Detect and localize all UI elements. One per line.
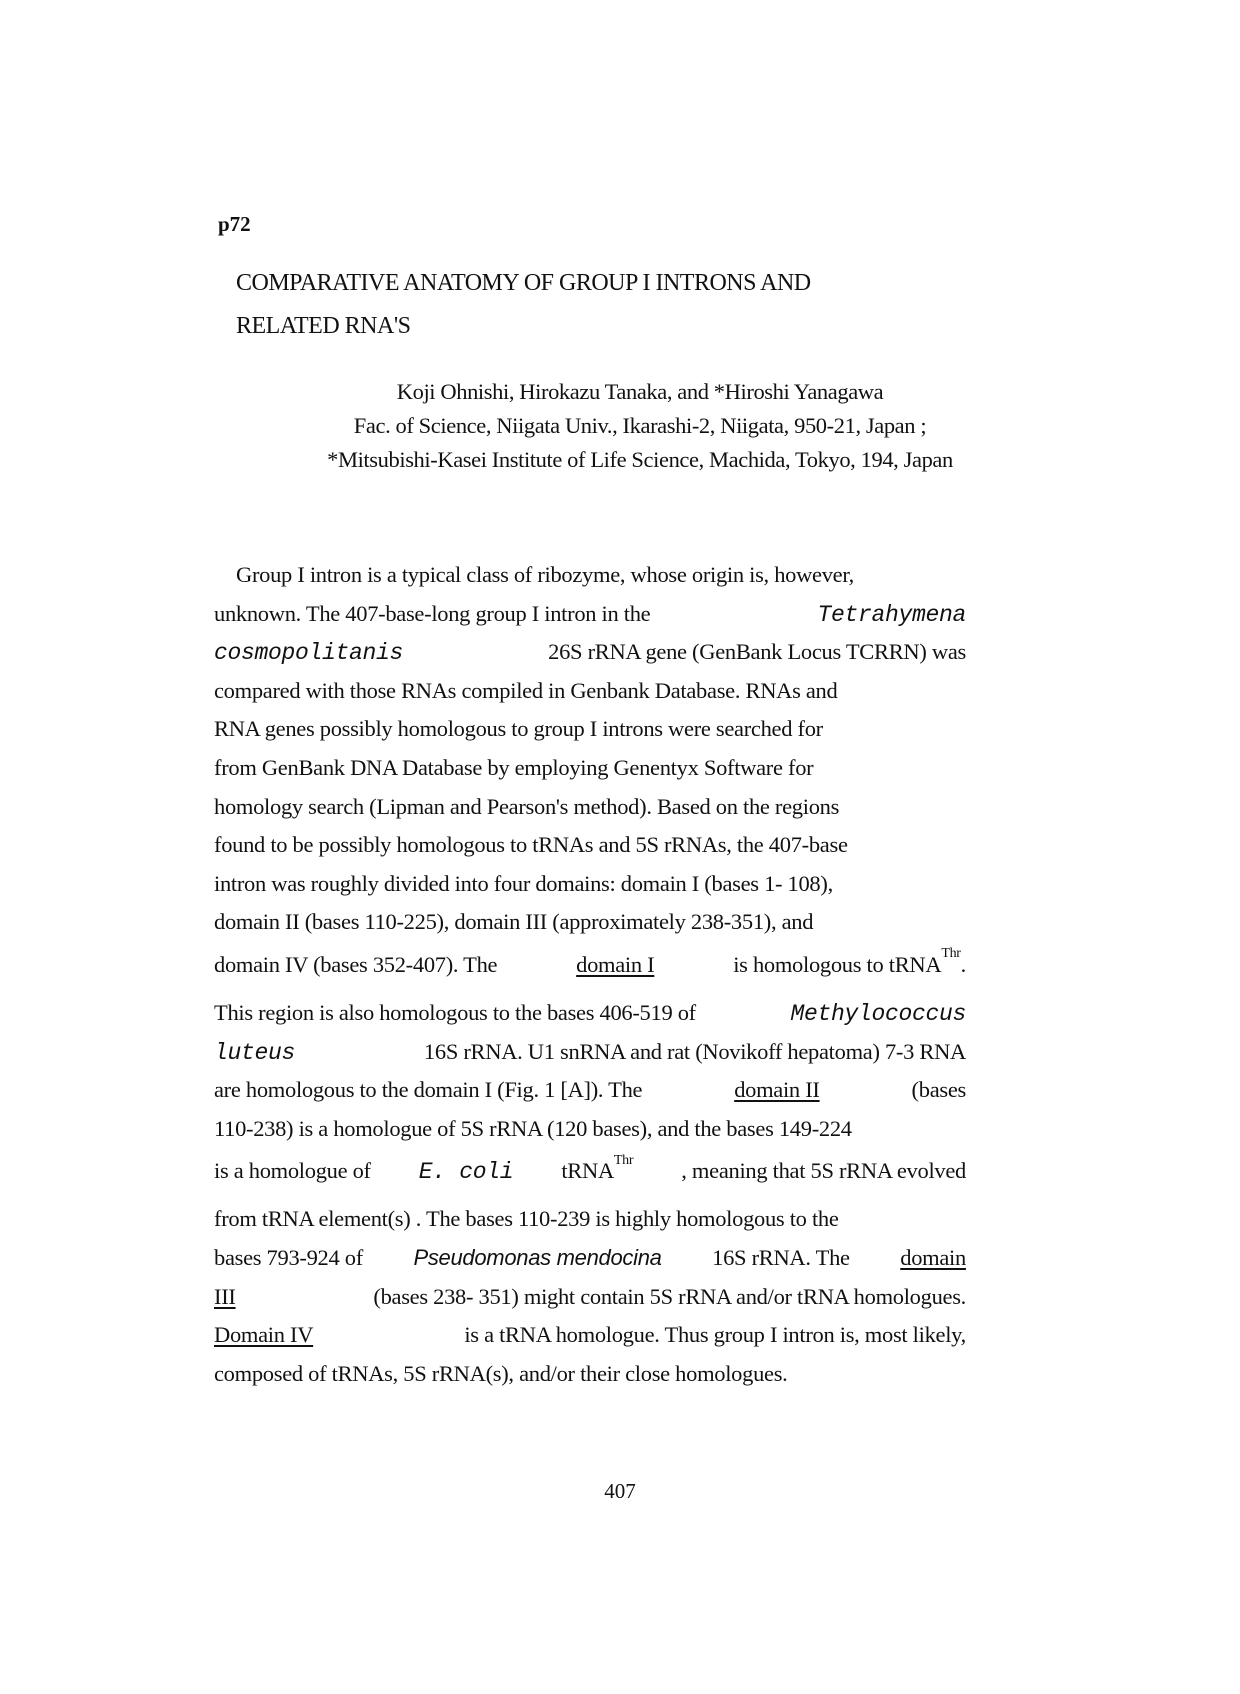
text-run: is homologous to tRNA: [733, 951, 942, 977]
affiliation-1: Fac. of Science, Niigata Univ., Ikarashi-2, Niigata, 950-21, Japan ;: [353, 413, 927, 438]
text-run: [561, 1152, 633, 1191]
domain-label: Domain IV: [214, 1322, 314, 1348]
species-name: Methylococcus: [790, 1000, 966, 1027]
domain-label: domain I: [576, 951, 655, 977]
author-names: Koji Ohnishi, Hirokazu Tanaka, and *Hiroshi Yanagawa: [396, 379, 884, 404]
affiliation-2: *Mitsubishi-Kasei Institute of Life Science, Machida, Tokyo, 194, Japan: [327, 447, 953, 472]
abstract-line: [214, 595, 966, 634]
text-run: from tRNA element(s) . The bases 110-239 is highly homologous to the: [214, 1206, 839, 1232]
abstract-line: [214, 994, 966, 1033]
abstract-line: [214, 826, 966, 865]
text-run: , meaning that 5S rRNA evolved: [681, 1158, 966, 1184]
text-run: .: [960, 951, 966, 977]
text-run: from GenBank DNA Database by employing Genentyx Software for: [214, 754, 814, 780]
abstract-line: [214, 1148, 966, 1200]
text-run: are homologous to the domain I (Fig. 1 [A]). The: [214, 1077, 643, 1103]
species-name: Pseudomonas mendocina: [413, 1244, 662, 1270]
text-run: (bases 238- 351) might contain 5S rRNA and/or tRNA homologues.: [373, 1283, 966, 1309]
text-run: composed of tRNAs, 5S rRNA(s), and/or their close homologues.: [214, 1360, 788, 1386]
text-run: 16S rRNA. U1 snRNA and rat (Novikoff hepatoma) 7-3 RNA: [423, 1038, 966, 1064]
title-line-1: COMPARATIVE ANATOMY OF GROUP I INTRONS AND: [236, 270, 811, 296]
abstract-line: [214, 1200, 966, 1239]
text-run: is a homologue of: [214, 1158, 371, 1184]
text-run: 16S rRNA. The: [712, 1244, 850, 1270]
text-run: [733, 946, 966, 985]
abstract-line: [214, 1316, 966, 1355]
abstract-line: [214, 556, 966, 595]
text-run: 26S rRNA gene (GenBank Locus TCRRN) was: [548, 639, 966, 665]
species-name: luteus: [214, 1039, 296, 1066]
abstract-line: [214, 903, 966, 942]
text-run: tRNA: [561, 1158, 614, 1184]
text-run: is a tRNA homologue. Thus group I intron is, most likely,: [464, 1322, 966, 1348]
text-run: Group I intron is a typical class of ribozyme, whose origin is, however,: [236, 562, 854, 587]
superscript: Thr: [613, 1152, 634, 1168]
page-number: 407: [604, 1479, 636, 1503]
page-label: p72: [218, 212, 251, 236]
abstract-line: [214, 942, 966, 994]
title-line-2: RELATED RNA'S: [236, 313, 411, 339]
abstract-line: [214, 1110, 966, 1149]
text-run: unknown. The 407-base-long group I intron in the: [214, 600, 651, 626]
abstract-line: [214, 633, 966, 672]
text-run: (bases: [911, 1077, 966, 1103]
text-run: domain II (bases 110-225), domain III (approximately 238-351), and: [214, 909, 814, 935]
species-name: cosmopolitanis: [214, 640, 404, 667]
superscript: Thr: [941, 946, 961, 962]
abstract-line: [214, 1355, 966, 1394]
text-run: domain IV (bases 352-407). The: [214, 951, 498, 977]
abstract-line: [214, 672, 966, 711]
abstract-line: [214, 865, 966, 904]
text-run: intron was roughly divided into four domains: domain I (bases 1- 108),: [214, 870, 833, 896]
text-run: homology search (Lipman and Pearson's method). Based on the regions: [214, 793, 840, 819]
species-name: E. coli: [418, 1159, 514, 1186]
text-run: RNA genes possibly homologous to group I introns were searched for: [214, 716, 823, 742]
text-run: compared with those RNAs compiled in Genbank Database. RNAs and: [214, 677, 838, 703]
abstract-line: [214, 1033, 966, 1072]
text-run: 110-238) is a homologue of 5S rRNA (120 bases), and the bases 149-224: [214, 1115, 852, 1141]
text-run: bases 793-924 of: [214, 1244, 363, 1270]
text-run: This region is also homologous to the bases 406-519 of: [214, 999, 696, 1025]
abstract: [214, 556, 966, 1393]
domain-label: domain II: [734, 1077, 820, 1103]
paper-title: [236, 262, 996, 348]
abstract-line: [214, 788, 966, 827]
abstract-line: [214, 1239, 966, 1278]
abstract-line: [214, 749, 966, 788]
abstract-line: [214, 710, 966, 749]
text-run: found to be possibly homologous to tRNAs and 5S rRNAs, the 407-base: [214, 832, 848, 858]
author-block: [200, 375, 1080, 477]
abstract-line: [214, 1278, 966, 1317]
abstract-line: [214, 1071, 966, 1110]
domain-label: domain: [900, 1244, 966, 1270]
domain-label: III: [214, 1283, 236, 1309]
species-name: Tetrahymena: [817, 601, 966, 628]
